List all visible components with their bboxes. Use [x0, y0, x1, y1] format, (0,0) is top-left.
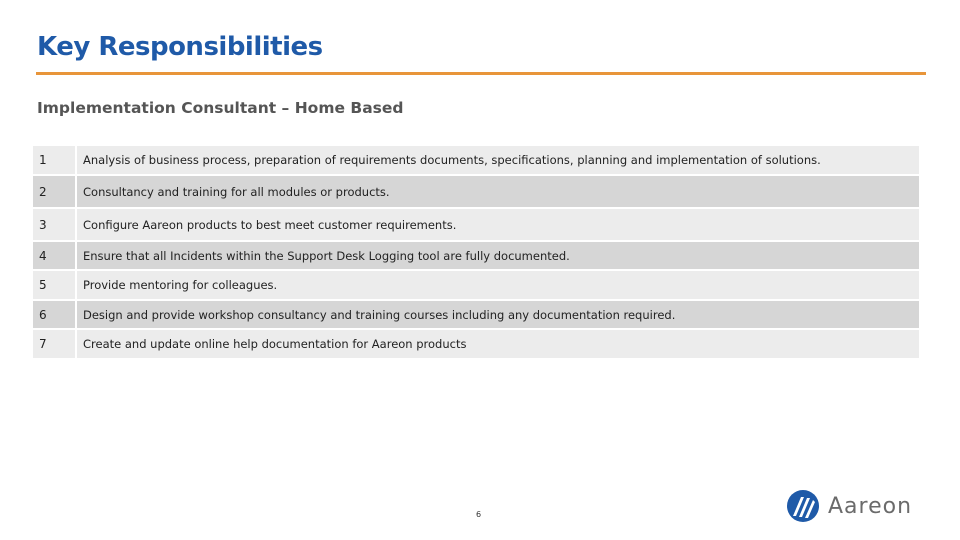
- row-number: 1: [32, 145, 76, 175]
- row-number: 3: [32, 208, 76, 241]
- row-text: Ensure that all Incidents within the Support Desk Logging tool are fully documented.: [76, 241, 920, 270]
- row-number: 7: [32, 329, 76, 359]
- row-number: 6: [32, 300, 76, 329]
- page-number: 6: [476, 510, 482, 519]
- row-number: 5: [32, 270, 76, 300]
- responsibilities-table: [31, 144, 921, 360]
- row-text: Design and provide workshop consultancy and training courses including any documentation required.: [76, 300, 920, 329]
- table-row: [32, 270, 920, 300]
- aareon-logo: [786, 488, 931, 524]
- aareon-logo-icon: [786, 489, 820, 523]
- row-text: Create and update online help documentation for Aareon products: [76, 329, 920, 359]
- table-row: [32, 241, 920, 270]
- page-subtitle: Implementation Consultant – Home Based: [37, 99, 404, 117]
- logo-wordmark: Aareon: [828, 493, 913, 519]
- row-text: Analysis of business process, preparation of requirements documents, specifications, planning and implementation of solutions.: [76, 145, 920, 175]
- row-text: Consultancy and training for all modules or products.: [76, 175, 920, 208]
- table-row: [32, 329, 920, 359]
- row-text: Configure Aareon products to best meet customer requirements.: [76, 208, 920, 241]
- row-text: Provide mentoring for colleagues.: [76, 270, 920, 300]
- page-title: Key Responsibilities: [37, 32, 323, 62]
- table-row: [32, 300, 920, 329]
- table-row: [32, 175, 920, 208]
- title-divider: [36, 72, 926, 75]
- row-number: 2: [32, 175, 76, 208]
- table-row: [32, 208, 920, 241]
- row-number: 4: [32, 241, 76, 270]
- table-row: [32, 145, 920, 175]
